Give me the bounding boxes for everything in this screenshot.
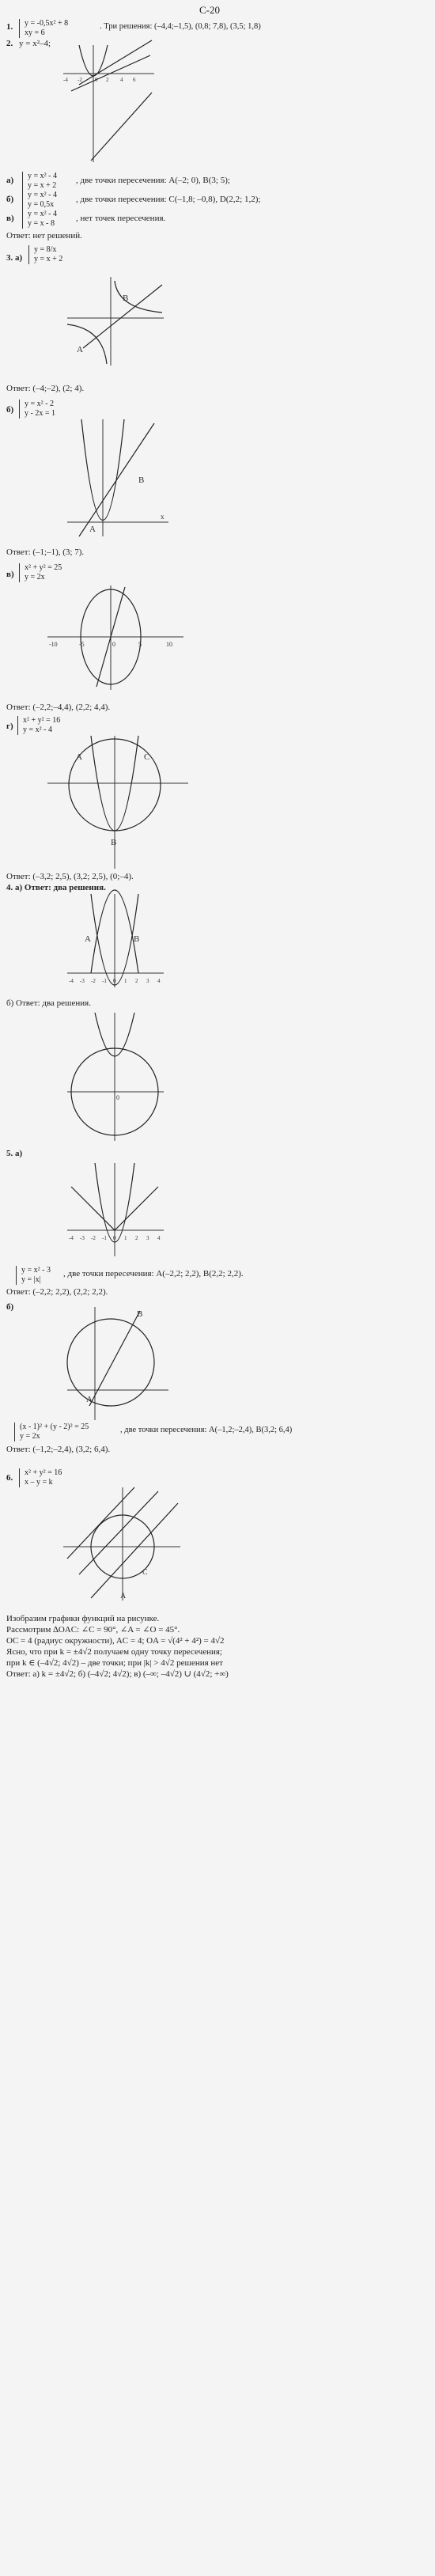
problem-6-line-2: Рассмотрим ∆OAC: ∠C = 90°, ∠A = ∠O = 45°. [6, 1625, 180, 1635]
point-label-b: B [134, 934, 140, 944]
point-label-a: A [89, 525, 96, 534]
tick-label: -4 [63, 77, 68, 83]
problem-2c-label: в) [6, 214, 14, 223]
system-eq-2: y = x + 2 [28, 181, 57, 190]
graph-problem-4a [67, 894, 166, 989]
tick-label: 1 [124, 978, 127, 984]
tick-label: 5 [138, 641, 142, 648]
system-eq-2: y = 2x [20, 1432, 40, 1441]
system-eq-1: y = x² - 3 [21, 1266, 51, 1275]
system-eq-1: (x - 1)² + (y - 2)² = 25 [20, 1422, 89, 1431]
tick-label: 2 [135, 1235, 138, 1241]
tick-label: -2 [91, 978, 96, 984]
page-title: С-20 [199, 4, 220, 16]
problem-2a-text: , две точки пересечения: A(–2; 0), B(3; 5); [76, 176, 230, 185]
system-eq-2: y = 0,5x [28, 200, 55, 209]
problem-2a-label: а) [6, 176, 14, 185]
tick-label: 1 [124, 1235, 127, 1241]
tick-label: -3 [80, 1235, 85, 1241]
problem-2c-text: , нет точек пересечения. [76, 214, 166, 223]
problem-2c-system [22, 210, 57, 229]
point-label-c: C [144, 752, 150, 762]
graph-problem-3d [47, 736, 190, 870]
problem-3c-answer: Ответ: (–2,2;–4,4), (2,2; 4,4). [6, 703, 111, 712]
tick-label: 3 [146, 1235, 149, 1241]
problem-4a-answer: 4. а) Ответ: два решения. [6, 883, 106, 892]
problem-6-number: 6. [6, 1473, 13, 1483]
system-eq-2: y = x² - 4 [23, 725, 52, 734]
point-label-a: A [120, 1592, 127, 1601]
problem-1-answer: . Три решения: (–4,4;–1,5), (0,8; 7,8), (3,5; 1,8) [100, 22, 261, 31]
problem-5b-answer: Ответ: (–1,2;–2,4), (3,2; 6,4). [6, 1445, 111, 1454]
system-eq-1: x² + y² = 16 [25, 1468, 62, 1477]
tick-label: 4 [157, 1235, 161, 1241]
problem-5b-text: , две точки пересечения: A(–1,2;–2,4), B(3,2; 6,4) [120, 1426, 293, 1434]
point-label-a: A [86, 1395, 93, 1404]
tick-label: 0 [95, 77, 98, 83]
system-eq-1: y = x² - 4 [28, 191, 57, 199]
problem-6-line-5: при k ∈ (–4√2; 4√2) – две точки; при |k| > 4√2 решения нет [6, 1658, 223, 1668]
tick-label: 10 [166, 641, 172, 648]
problem-2b-system [22, 191, 57, 210]
problem-3d-system [17, 716, 60, 735]
problem-3c-system [19, 563, 62, 582]
problem-3a-answer: Ответ: (–4;–2), (2; 4). [6, 384, 85, 393]
tick-label: -2 [78, 77, 82, 83]
tick-label: -5 [79, 641, 85, 648]
system-eq-1: y = x² - 4 [28, 172, 57, 180]
graph-problem-2 [63, 44, 158, 166]
tick-label: -1 [102, 978, 107, 984]
tick-label: 4 [120, 77, 123, 83]
problem-1-number: 1. [6, 22, 13, 32]
problem-5b-system [14, 1422, 89, 1441]
graph-problem-3b [67, 419, 170, 538]
problem-2b-label: б) [6, 195, 14, 204]
tick-label: 2 [106, 77, 109, 83]
system-eq-1: x² + y² = 25 [25, 563, 62, 572]
problem-6-system [19, 1468, 62, 1487]
problem-3c-label: в) [6, 570, 14, 579]
problem-3d-label: г) [6, 722, 13, 731]
tick-label: 0 [112, 641, 115, 648]
system-eq-1: y = 8/x [34, 245, 57, 254]
system-eq-2: xy = 6 [25, 28, 45, 37]
problem-4b-answer: б) Ответ: два решения. [6, 998, 91, 1008]
system-eq-1: y = x² - 2 [25, 400, 54, 408]
point-label-b: B [137, 1309, 143, 1319]
graph-problem-5a [67, 1163, 166, 1258]
system-eq-2: y = 2x [25, 573, 45, 581]
point-label-b: B [123, 294, 129, 303]
problem-5b-label: б) [6, 1302, 14, 1312]
graph-problem-5b [67, 1307, 170, 1422]
system-eq-1: y = x² - 4 [28, 210, 57, 218]
graph-problem-6 [63, 1487, 182, 1602]
point-label-a: A [77, 345, 83, 354]
problem-5a-label: 5. а) [6, 1149, 23, 1158]
problem-6-line-1: Изобразим графики функций на рисунке. [6, 1614, 160, 1623]
problem-3d-answer: Ответ: (–3,2; 2,5), (3,2; 2,5), (0;–4). [6, 872, 134, 881]
graph-problem-3a [67, 277, 166, 368]
axis-label-x: x [161, 513, 165, 521]
origin-label: 0 [116, 1094, 119, 1101]
problem-6-answer: Ответ: а) k = ±4√2; б) (–4√2; 4√2); в) (–∞; –4√2) ∪ (4√2; +∞) [6, 1669, 229, 1679]
system-eq-1: x² + y² = 16 [23, 716, 61, 725]
system-eq-2: y - 2x = 1 [25, 409, 55, 418]
tick-label: -4 [69, 1235, 74, 1241]
tick-label: 4 [157, 978, 161, 984]
system-eq-2: y = x + 2 [34, 255, 63, 263]
problem-3b-label: б) [6, 405, 14, 415]
system-eq-2: x – y = k [25, 1478, 53, 1487]
problem-6-line-3: OC = 4 (радиус окружности), AC = 4; OA = √(4² + 4²) = 4√2 [6, 1636, 225, 1646]
point-label-b: B [138, 475, 145, 485]
problem-2a-system [22, 172, 57, 191]
system-eq-1: y = -0,5x² + 8 [25, 19, 69, 28]
problem-2-answer: Ответ: нет решений. [6, 231, 82, 241]
graph-problem-4b [67, 1013, 166, 1143]
point-label-b: B [111, 838, 117, 847]
tick-label: -4 [69, 978, 74, 984]
tick-label: -2 [91, 1235, 96, 1241]
tick-label: 6 [133, 77, 136, 83]
tick-label: -1 [102, 1235, 107, 1241]
point-label-a: A [85, 934, 91, 944]
problem-3a-label: 3. а) [6, 253, 23, 263]
problem-1-system [19, 19, 68, 38]
problem-2-number: 2. [6, 39, 13, 48]
tick-label: 0 [113, 1235, 116, 1241]
problem-3a-system [28, 245, 62, 264]
problem-5a-system [16, 1266, 51, 1285]
point-label-c: C [142, 1568, 148, 1577]
tick-label: -3 [80, 978, 85, 984]
graph-problem-3c [47, 585, 186, 692]
tick-label: -10 [49, 641, 58, 648]
problem-2b-text: , две точки пересечения: C(–1,8; –0,8), D(2,2; 1,2); [76, 195, 261, 204]
tick-label: 3 [146, 978, 149, 984]
problem-3b-answer: Ответ: (–1;–1), (3; 7). [6, 547, 85, 557]
system-eq-2: y = x - 8 [28, 219, 55, 228]
system-eq-2: y = |x| [21, 1275, 41, 1284]
problem-2-head: y = x²–4; [19, 39, 51, 48]
problem-6-line-4: Ясно, что при k = ±4√2 получаем одну точку пересечения; [6, 1647, 222, 1657]
problem-5a-answer: Ответ: (–2,2; 2,2), (2,2; 2,2). [6, 1287, 108, 1297]
tick-label: 0 [113, 978, 116, 984]
problem-3b-system [19, 400, 55, 419]
tick-label: 2 [135, 978, 138, 984]
point-label-a: A [76, 752, 82, 762]
problem-5a-text: , две точки пересечения: A(–2,2; 2,2), B(2,2; 2,2). [63, 1269, 244, 1279]
